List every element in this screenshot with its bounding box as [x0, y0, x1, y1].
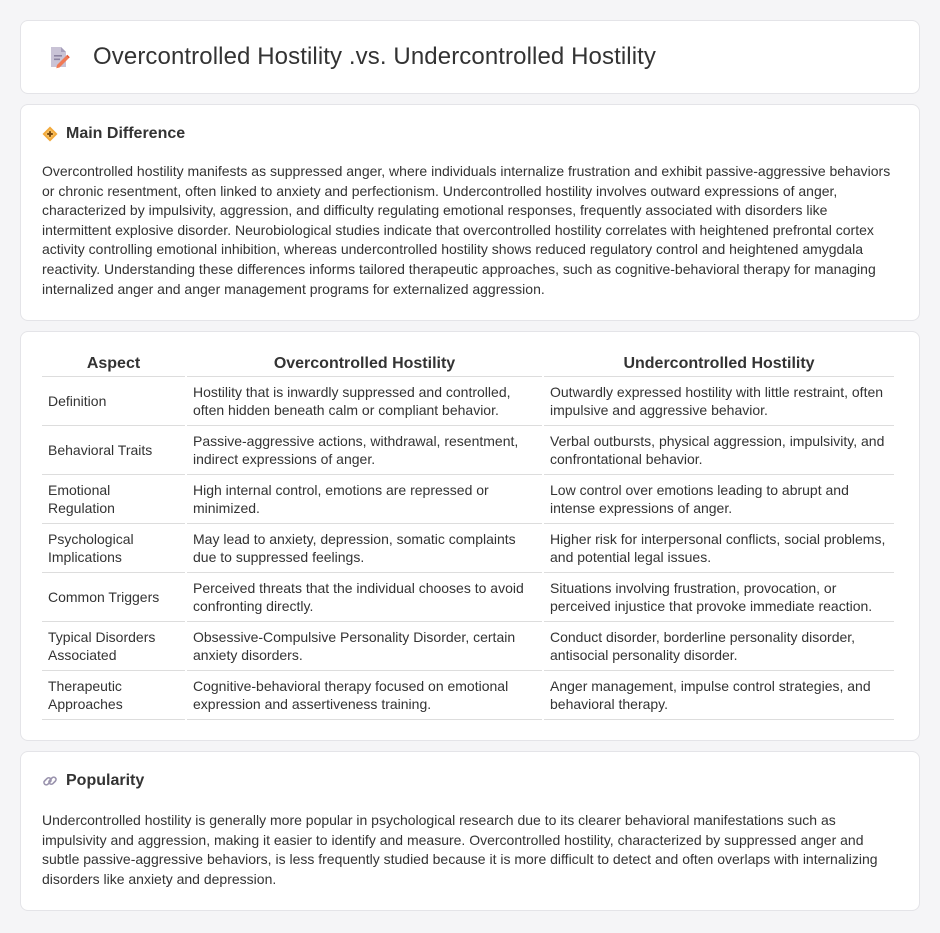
header-aspect: Aspect [42, 352, 185, 377]
overcontrolled-cell: Cognitive-behavioral therapy focused on emotional expression and assertiveness training. [187, 671, 542, 720]
main-difference-text: Overcontrolled hostility manifests as suppressed anger, where individuals internalize frustration and exhibit passive-aggressive behaviors or chronic resentment, often linked to anxiety and perfectionism. Undercontrolled hostility involves outward expressions of anger, characterized by impulsivity, aggression, and difficulty regulating emotional responses, frequently associated with disorders like intermittent explosive disorder. Neurobiological studies indicate that overcontrolled hostility correlates with heightened prefrontal cortex activity controlling emotional inhibition, whereas undercontrolled hostility shows reduced regulatory control and heightened amygdala reactivity. Understanding these differences informs tailored therapeutic approaches, such as cognitive-behavioral therapy for managing internalized anger and anger management programs for externalized aggression. [42, 163, 891, 297]
table-row [42, 622, 894, 671]
table-row [42, 377, 894, 426]
title-card [20, 20, 920, 94]
overcontrolled-cell: High internal control, emotions are repressed or minimized. [187, 475, 542, 524]
page-title: Overcontrolled Hostility .vs. Undercontrolled Hostility [93, 43, 657, 70]
popularity-text: Undercontrolled hostility is generally more popular in psychological research due to its clearer behavioral manifestations such as impulsivity and aggression, making it easier to identify and measure. Overcontrolled hostility, characterized by suppressed anger and subtle passive-aggressive behaviors, is less frequently studied because it is more difficult to detect and often overlaps with internalizing disorders like anxiety and depression. [42, 812, 878, 887]
overcontrolled-cell: Hostility that is inwardly suppressed and controlled, often hidden beneath calm or compliant behavior. [187, 377, 542, 426]
popularity-title: Popularity [66, 772, 145, 789]
link-icon [42, 773, 58, 789]
undercontrolled-cell: Low control over emotions leading to abrupt and intense expressions of anger. [544, 475, 894, 524]
undercontrolled-cell: Conduct disorder, borderline personality disorder, antisocial personality disorder. [544, 622, 894, 671]
aspect-cell: Emotional Regulation [42, 475, 185, 524]
undercontrolled-cell: Higher risk for interpersonal conflicts, social problems, and potential legal issues. [544, 524, 894, 573]
comparison-card [20, 331, 920, 741]
table-row [42, 671, 894, 720]
aspect-cell: Psychological Implications [42, 524, 185, 573]
aspect-cell: Definition [42, 377, 185, 426]
popularity-card [20, 751, 920, 911]
main-difference-card [20, 104, 920, 321]
aspect-cell: Typical Disorders Associated [42, 622, 185, 671]
overcontrolled-cell: Perceived threats that the individual chooses to avoid confronting directly. [187, 573, 542, 622]
table-row [42, 524, 894, 573]
aspect-cell: Common Triggers [42, 573, 185, 622]
header-overcontrolled: Overcontrolled Hostility [187, 352, 542, 377]
undercontrolled-cell: Situations involving frustration, provocation, or perceived injustice that provoke immediate reaction. [544, 573, 894, 622]
table-header-row [42, 352, 894, 377]
table-row [42, 573, 894, 622]
aspect-cell: Therapeutic Approaches [42, 671, 185, 720]
overcontrolled-cell: Passive-aggressive actions, withdrawal, resentment, indirect expressions of anger. [187, 426, 542, 475]
undercontrolled-cell: Outwardly expressed hostility with little restraint, often impulsive and aggressive behavior. [544, 377, 894, 426]
comparison-table [40, 352, 896, 720]
undercontrolled-cell: Anger management, impulse control strategies, and behavioral therapy. [544, 671, 894, 720]
diamond-icon [42, 126, 58, 142]
main-difference-title: Main Difference [66, 125, 186, 142]
overcontrolled-cell: Obsessive-Compulsive Personality Disorder, certain anxiety disorders. [187, 622, 542, 671]
main-difference-header [42, 125, 898, 143]
aspect-cell: Behavioral Traits [42, 426, 185, 475]
popularity-header [42, 772, 898, 790]
undercontrolled-cell: Verbal outbursts, physical aggression, impulsivity, and confrontational behavior. [544, 426, 894, 475]
table-row [42, 426, 894, 475]
overcontrolled-cell: May lead to anxiety, depression, somatic complaints due to suppressed feelings. [187, 524, 542, 573]
document-pen-icon [47, 45, 71, 69]
table-row [42, 475, 894, 524]
header-undercontrolled: Undercontrolled Hostility [544, 352, 894, 377]
